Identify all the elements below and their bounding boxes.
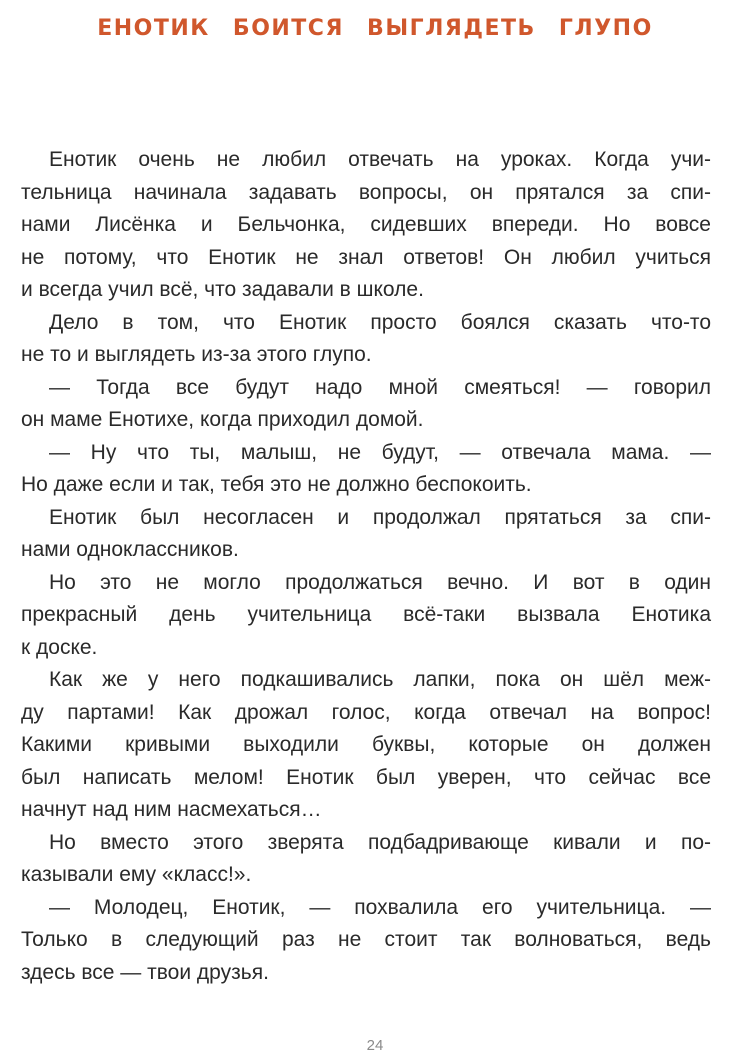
text-line: тельница начинала задавать вопросы, он прятался за спи- bbox=[21, 180, 711, 204]
text-line: Только в следующий раз не стоит так волноваться, ведь bbox=[21, 928, 711, 951]
text-line: Как же у него подкашивались лапки, пока он шёл меж- bbox=[49, 668, 711, 691]
text-line: — Тогда все будут надо мной смеяться! — говорил bbox=[49, 375, 711, 399]
text-line: Но даже если и так, тебя это не должно беспокоить. bbox=[21, 473, 532, 496]
text-line: не потому, что Енотик не знал ответов! Он любил учиться bbox=[21, 245, 711, 269]
text-line: Енотик очень не любил отвечать на уроках. Когда учи- bbox=[49, 148, 711, 171]
paragraph bbox=[21, 307, 711, 372]
text-line: нами одноклассников. bbox=[21, 538, 239, 561]
paragraph bbox=[21, 437, 711, 502]
text-line: и всегда учил всё, что задавали в школе. bbox=[21, 278, 424, 301]
text-line: ду партами! Как дрожал голос, когда отвечал на вопрос! bbox=[21, 700, 711, 724]
text-line: он маме Енотихе, когда приходил домой. bbox=[21, 408, 424, 431]
text-line: — Молодец, Енотик, — похвалила его учительница. — bbox=[49, 895, 711, 919]
paragraph bbox=[21, 372, 711, 437]
text-line: прекрасный день учительница всё-таки вызвала Енотика bbox=[21, 603, 711, 626]
text-line: Какими кривыми выходили буквы, которые он должен bbox=[21, 733, 711, 756]
text-line: не то и выглядеть из-за этого глупо. bbox=[21, 343, 372, 366]
page-title: ЕНОТИК БОИТСЯ ВЫГЛЯДЕТЬ ГЛУПО bbox=[97, 16, 653, 41]
story-body bbox=[21, 144, 711, 989]
text-line: Дело в том, что Енотик просто боялся сказать что-то bbox=[49, 310, 711, 334]
text-line: Но это не могло продолжаться вечно. И вот в один bbox=[49, 570, 711, 594]
text-line: к доске. bbox=[21, 635, 98, 659]
text-line: начнут над ним насмехаться… bbox=[21, 798, 322, 821]
paragraph bbox=[21, 567, 711, 665]
paragraph bbox=[21, 892, 711, 990]
text-line: здесь все — твои друзья. bbox=[21, 960, 269, 984]
paragraph bbox=[21, 502, 711, 567]
text-line: был написать мелом! Енотик был уверен, что сейчас все bbox=[21, 765, 711, 789]
text-line: Но вместо этого зверята подбадривающе кивали и по- bbox=[49, 830, 711, 854]
paragraph bbox=[21, 827, 711, 892]
paragraph bbox=[21, 664, 711, 827]
text-line: казывали ему «класс!». bbox=[21, 863, 252, 886]
text-line: Енотик был несогласен и продолжал прятаться за спи- bbox=[49, 505, 711, 529]
page-number: 24 bbox=[366, 1037, 384, 1054]
text-line: нами Лисёнка и Бельчонка, сидевших впереди. Но вовсе bbox=[21, 213, 711, 236]
paragraph bbox=[21, 144, 711, 307]
text-line: — Ну что ты, малыш, не будут, — отвечала мама. — bbox=[49, 440, 711, 464]
